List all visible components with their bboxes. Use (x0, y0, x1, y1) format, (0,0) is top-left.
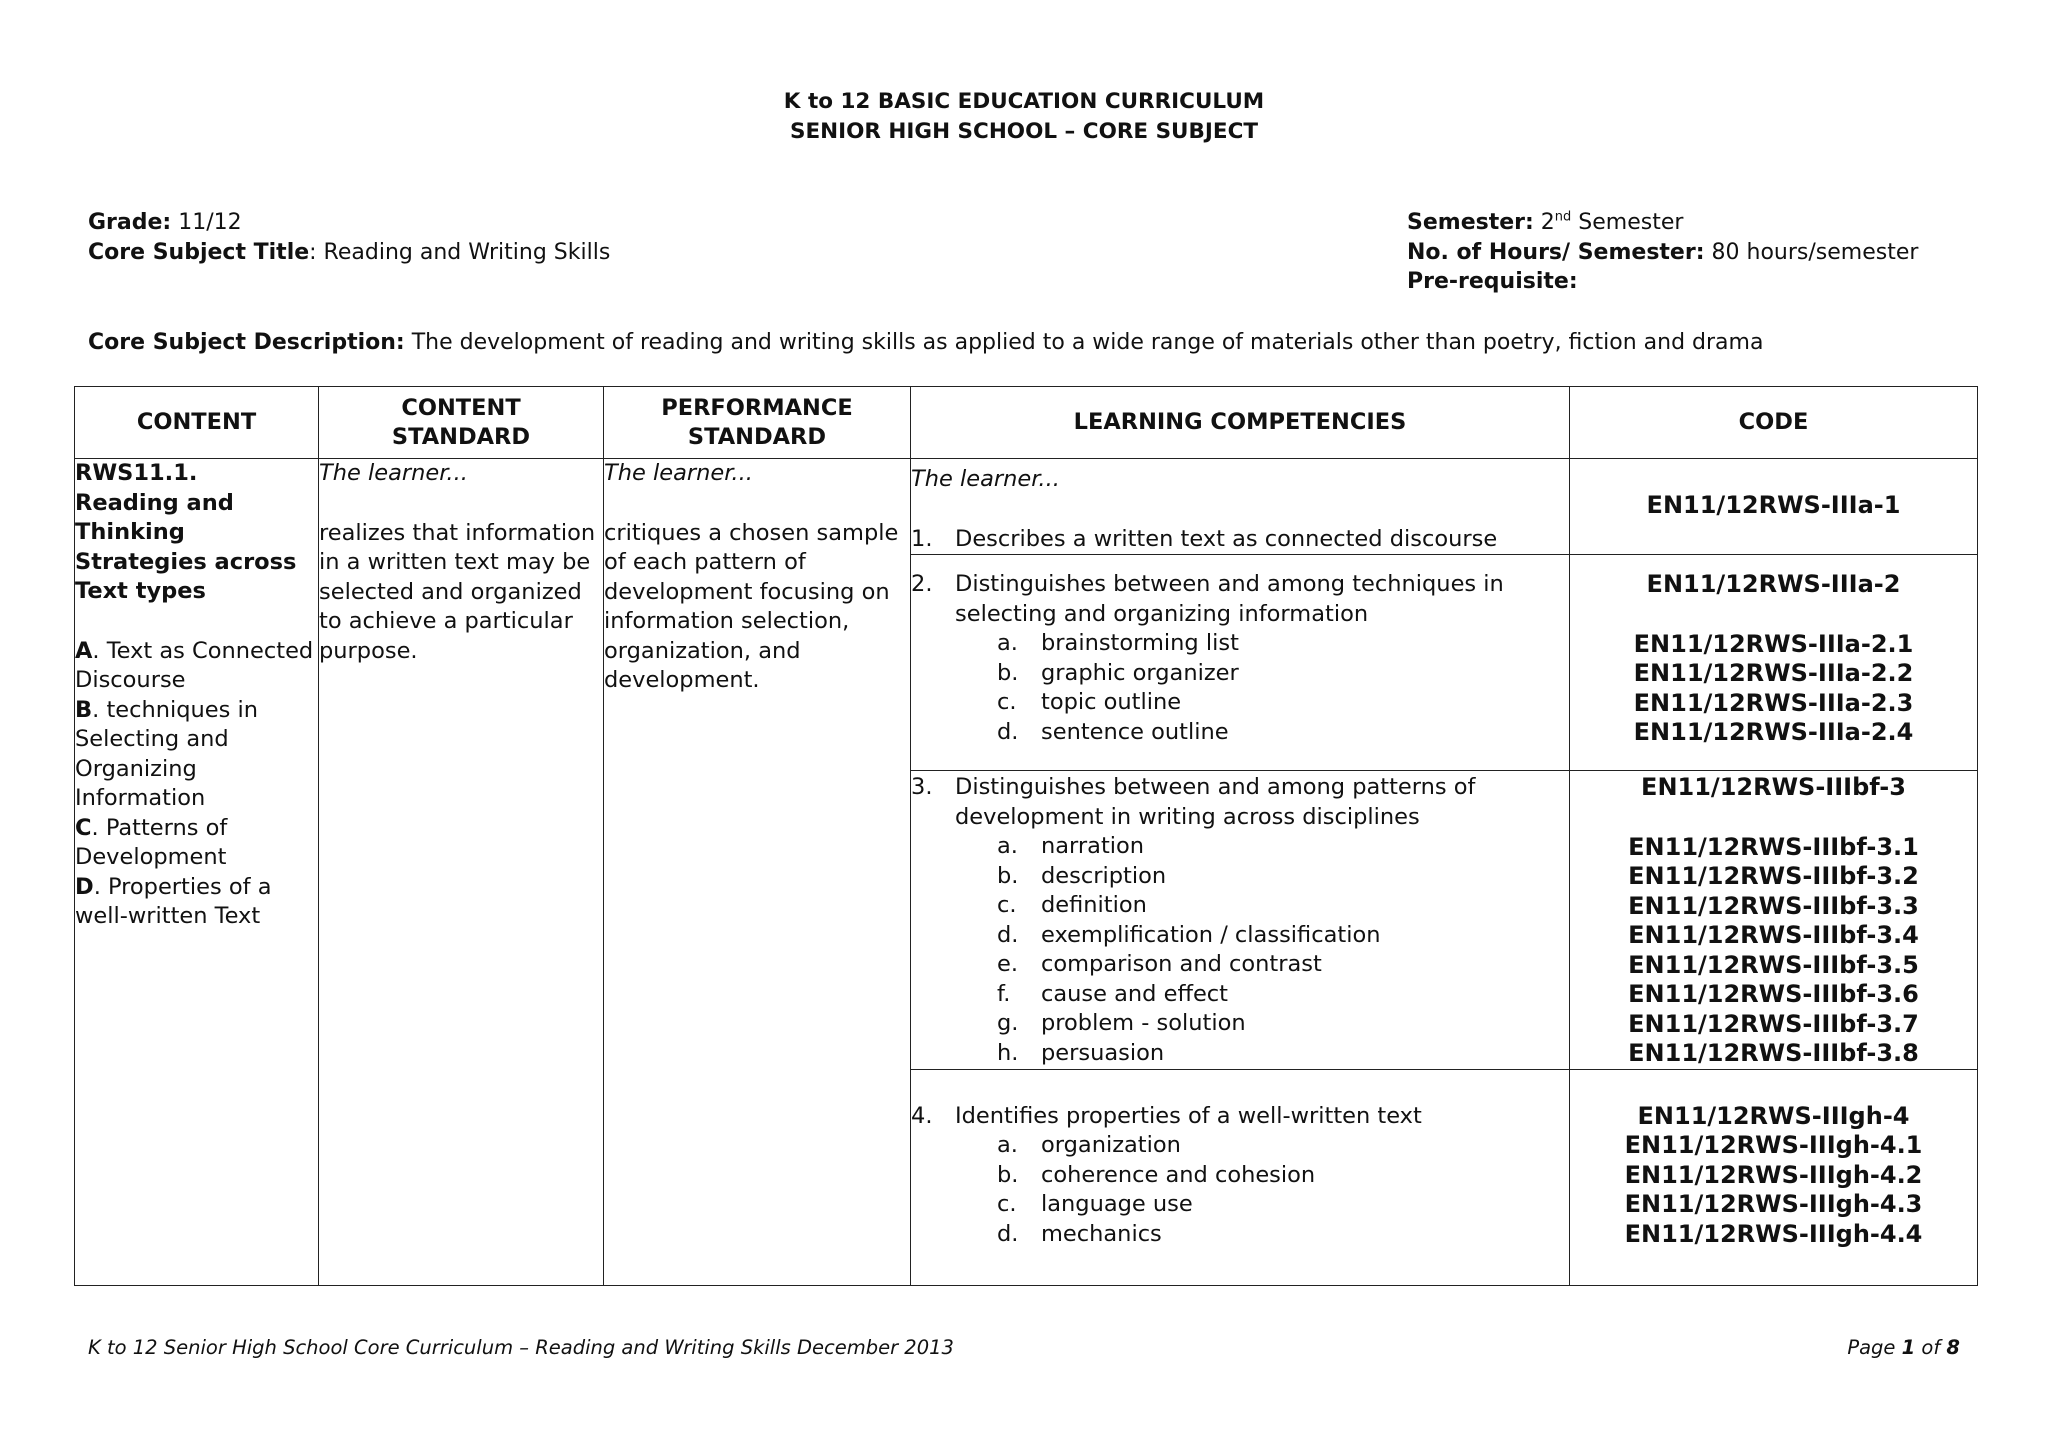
content-item (75, 637, 318, 696)
competency-code: EN11/12RWS-IIIgh-4 (1637, 1101, 1910, 1130)
code-cell (1570, 771, 1978, 1070)
sub-letter: a. (997, 630, 1018, 656)
page-word: Page (1847, 1336, 1896, 1359)
sub-text: narration (1041, 833, 1145, 859)
sub-item (911, 1009, 1569, 1039)
sub-text: description (1041, 862, 1167, 889)
content-item-text: . Text as Connected Discourse (75, 637, 314, 693)
sub-code: EN11/12RWS-IIIbf-3.3 (1628, 891, 1919, 920)
sub-text: problem - solution (1041, 1010, 1246, 1036)
sub-item (911, 1039, 1569, 1069)
prereq-line (1407, 267, 1918, 297)
content-item (75, 814, 318, 873)
header-performance-standard-l1: PERFORMANCE (661, 394, 853, 421)
semester-num: 2 (1540, 210, 1555, 235)
content-item-text: . techniques in Selecting and Organizing Information (75, 696, 259, 811)
sub-letter: c. (997, 892, 1017, 918)
sub-code: EN11/12RWS-IIIbf-3.1 (1628, 832, 1919, 861)
description-label: Core Subject Description: (88, 330, 405, 355)
description-value: The development of reading and writing skills as applied to a wide range of materials other than poetry, fiction and drama (411, 330, 1764, 355)
grade-label: Grade: (88, 210, 172, 235)
sub-item (911, 832, 1569, 862)
sub-item (911, 688, 1569, 718)
competency-cell (911, 1069, 1570, 1285)
sub-code: EN11/12RWS-IIIbf-3.8 (1628, 1039, 1919, 1067)
sub-code: EN11/12RWS-IIIa-2.1 (1633, 629, 1914, 658)
sub-item (911, 980, 1569, 1010)
code-cell (1570, 459, 1978, 555)
hours-value: 80 hours/semester (1711, 239, 1919, 265)
competency-item (911, 1102, 1569, 1132)
sub-text: sentence outline (1041, 718, 1229, 745)
competency-number: 2. (911, 571, 933, 597)
grade-line (88, 208, 610, 238)
sub-code: EN11/12RWS-IIIgh-4.3 (1624, 1190, 1923, 1218)
header-performance-standard-l2: STANDARD (687, 423, 827, 450)
semester-sup: nd (1554, 209, 1572, 225)
content-item-letter: A (75, 637, 93, 664)
sub-item (911, 629, 1569, 659)
sub-code: EN11/12RWS-IIIgh-4.1 (1624, 1131, 1923, 1159)
competency-code: EN11/12RWS-IIIa-1 (1646, 491, 1901, 519)
table-row (75, 459, 1978, 555)
sub-letter: c. (997, 689, 1017, 715)
performance-standard-text: critiques a chosen sample of each pattern of development focusing on information selection, organization, and development. (604, 519, 899, 693)
subject-title-line (88, 238, 610, 268)
sub-letter: f. (997, 980, 1011, 1007)
sub-item (911, 862, 1569, 892)
sub-item (911, 718, 1569, 748)
sub-letter: a. (997, 833, 1018, 859)
sub-text: definition (1041, 892, 1147, 918)
content-title-text: Reading and Thinking Strategies across Text types (75, 489, 297, 604)
competency-item (911, 570, 1569, 629)
sub-code: EN11/12RWS-IIIbf-3.6 (1628, 980, 1919, 1008)
grade-value: 11/12 (178, 210, 242, 235)
sub-code: EN11/12RWS-IIIa-2.4 (1633, 718, 1914, 746)
content-item-text: . Properties of a well-written Text (75, 873, 272, 929)
content-standard-cell (319, 459, 604, 1286)
sub-item (911, 1190, 1569, 1220)
sub-letter: a. (997, 1132, 1018, 1158)
meta-right (1407, 208, 1918, 297)
competency-cell (911, 555, 1570, 771)
header-line-1: K to 12 BASIC EDUCATION CURRICULUM (783, 89, 1265, 114)
competency-number: 4. (911, 1102, 933, 1129)
header-line-2: SENIOR HIGH SCHOOL – CORE SUBJECT (789, 119, 1259, 144)
header-content-standard-l1: CONTENT (401, 394, 521, 421)
content-code-text: RWS11.1. (75, 460, 198, 486)
sub-code: EN11/12RWS-IIIgh-4.2 (1624, 1160, 1923, 1189)
sub-item (911, 921, 1569, 951)
subject-title-value: : Reading and Writing Skills (309, 239, 611, 265)
sub-letter: b. (997, 1161, 1019, 1188)
sub-letter: h. (997, 1039, 1019, 1066)
hours-label: No. of Hours/ Semester: (1407, 239, 1705, 265)
content-item-letter: C (75, 814, 92, 841)
sub-letter: g. (997, 1010, 1019, 1036)
curriculum-table (74, 386, 1978, 1286)
header-performance-standard (604, 387, 911, 459)
subject-description (88, 328, 1763, 358)
header-learning-competencies: LEARNING COMPETENCIES (911, 387, 1570, 459)
semester-label: Semester: (1407, 210, 1534, 235)
sub-letter: b. (997, 862, 1019, 889)
competency-number: 3. (911, 774, 933, 800)
code-cell (1570, 555, 1978, 771)
learner-label: The learner... (911, 466, 1060, 492)
content-standard-text: realizes that information in a written text may be selected and organized to achieve a particular purpose. (319, 519, 596, 664)
competency-code: EN11/12RWS-IIIa-2 (1646, 570, 1901, 598)
page-total: 8 (1946, 1336, 1960, 1359)
sub-item (911, 1161, 1569, 1191)
document-header (0, 87, 2048, 147)
sub-text: cause and effect (1041, 980, 1228, 1007)
competency-item (911, 773, 1569, 832)
competency-cell (911, 459, 1570, 555)
sub-item (911, 659, 1569, 689)
sub-code: EN11/12RWS-IIIbf-3.7 (1628, 1009, 1919, 1038)
sub-text: topic outline (1041, 689, 1182, 715)
sub-text: organization (1041, 1132, 1181, 1158)
page-current: 1 (1901, 1336, 1916, 1359)
sub-letter: c. (997, 1191, 1017, 1217)
sub-letter: b. (997, 659, 1019, 686)
sub-text: brainstorming list (1041, 630, 1239, 656)
sub-item (911, 891, 1569, 921)
prereq-label: Pre-requisite: (1407, 269, 1578, 294)
sub-text: comparison and contrast (1041, 951, 1322, 977)
sub-item (911, 1220, 1569, 1250)
sub-text: coherence and cohesion (1041, 1161, 1316, 1188)
competency-text: Distinguishes between and among patterns of development in writing across disciplines (955, 774, 1476, 830)
content-item (75, 696, 318, 814)
content-item-letter: B (75, 696, 93, 723)
page-number (1847, 1336, 1960, 1359)
sub-code: EN11/12RWS-IIIa-2.2 (1633, 659, 1914, 687)
code-cell (1570, 1069, 1978, 1285)
competency-text: Distinguishes between and among techniques in selecting and organizing information (955, 571, 1504, 627)
header-code: CODE (1570, 387, 1978, 459)
content-code (75, 459, 318, 489)
meta-left (88, 208, 610, 267)
sub-code: EN11/12RWS-IIIa-2.3 (1633, 688, 1914, 717)
content-title (75, 489, 318, 607)
subject-title-label: Core Subject Title (88, 239, 310, 265)
sub-code: EN11/12RWS-IIIbf-3.4 (1628, 921, 1919, 949)
sub-text: persuasion (1041, 1039, 1165, 1066)
content-item-text: . Patterns of Development (75, 814, 228, 870)
sub-text: exemplification / classification (1041, 921, 1381, 948)
sub-letter: d. (997, 921, 1019, 948)
sub-code: EN11/12RWS-IIIbf-3.2 (1628, 862, 1919, 890)
semester-line (1407, 208, 1918, 238)
learner-label: The learner... (604, 460, 753, 486)
semester-word: Semester (1578, 210, 1684, 235)
content-cell (75, 459, 319, 1286)
competency-code: EN11/12RWS-IIIbf-3 (1641, 773, 1906, 801)
sub-letter: d. (997, 1220, 1019, 1247)
sub-code: EN11/12RWS-IIIbf-3.5 (1628, 950, 1919, 979)
competency-item (911, 525, 1569, 555)
content-item (75, 873, 318, 932)
header-row (75, 387, 1978, 459)
competency-cell (911, 771, 1570, 1070)
sub-letter: d. (997, 718, 1019, 745)
sub-letter: e. (997, 951, 1018, 977)
sub-text: graphic organizer (1041, 659, 1239, 686)
sub-text: mechanics (1041, 1220, 1162, 1247)
learner-label: The learner... (319, 460, 468, 486)
footer-text: K to 12 Senior High School Core Curriculum – Reading and Writing Skills December 2013 (88, 1336, 954, 1359)
competency-text: Identifies properties of a well-written text (955, 1102, 1422, 1129)
sub-item (911, 950, 1569, 980)
header-content-standard (319, 387, 604, 459)
competency-number: 1. (911, 525, 933, 552)
page-of: of (1921, 1336, 1941, 1359)
sub-text: language use (1041, 1191, 1193, 1217)
content-item-letter: D (75, 873, 94, 900)
hours-line (1407, 238, 1918, 268)
performance-standard-cell (604, 459, 911, 1286)
header-content-standard-l2: STANDARD (391, 423, 531, 450)
header-content: CONTENT (75, 387, 319, 459)
competency-text: Describes a written text as connected discourse (955, 525, 1498, 552)
sub-item (911, 1131, 1569, 1161)
sub-code: EN11/12RWS-IIIgh-4.4 (1624, 1219, 1923, 1248)
